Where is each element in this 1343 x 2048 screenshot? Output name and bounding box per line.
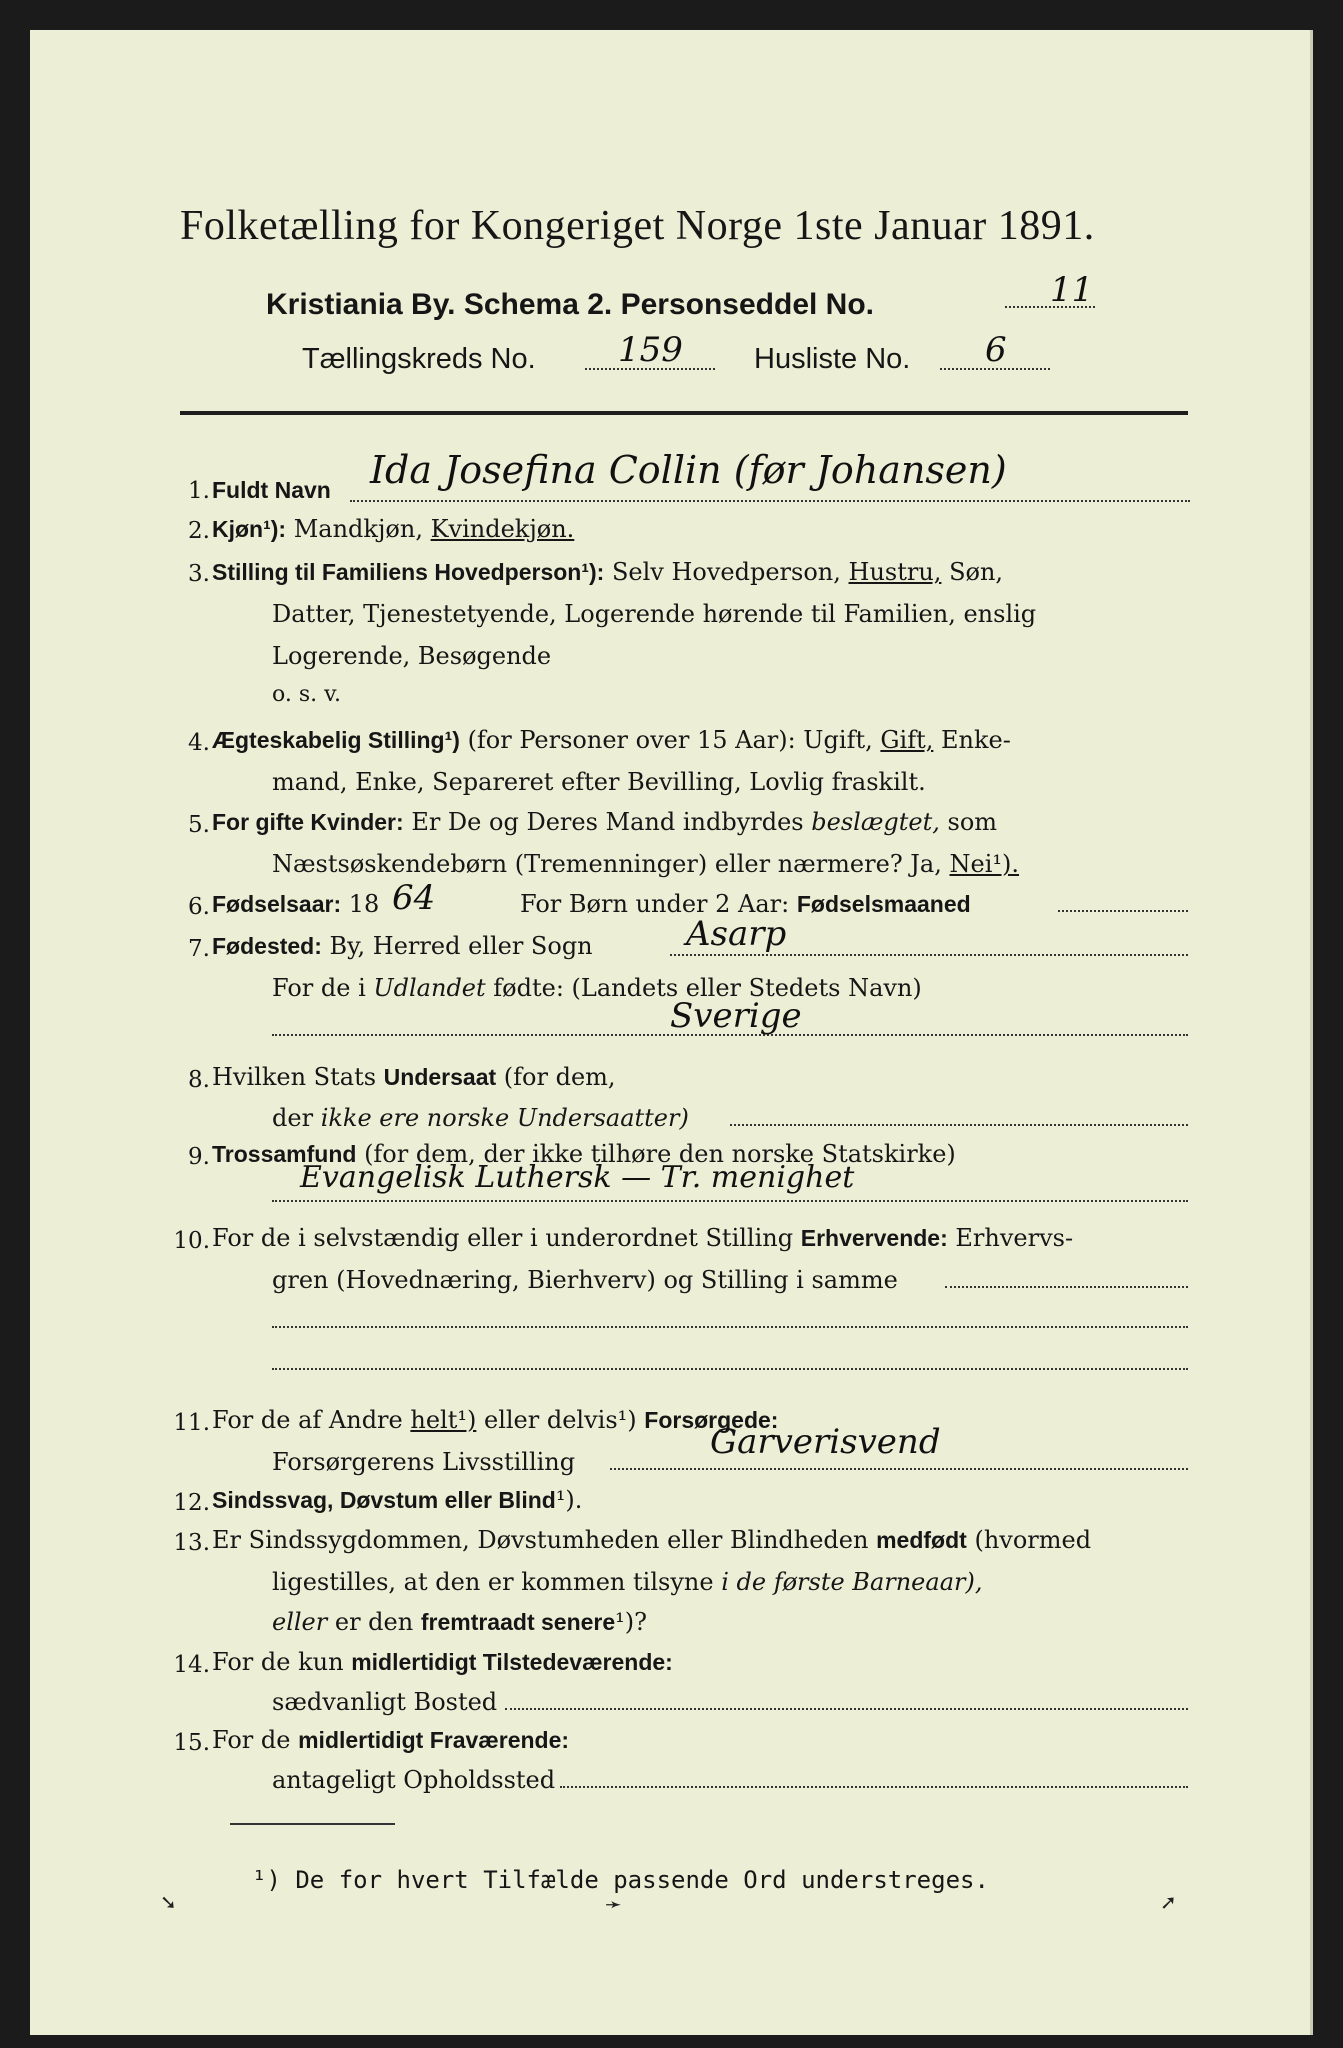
item-7-number: 7. xyxy=(188,936,210,962)
item-7-value: Asarp xyxy=(686,914,787,954)
item-7-line2 xyxy=(272,974,922,1002)
item-10-dots3 xyxy=(272,1368,1188,1370)
item-6-label: Fødselsaar: xyxy=(212,891,342,917)
item-7-label: Fødested: xyxy=(212,933,322,959)
item-4-text-a: (for Personer over 15 Aar): Ugift, xyxy=(467,726,873,754)
item-5-text-a: Er De og Deres Mand indbyrdes xyxy=(411,808,804,836)
item-4-line1 xyxy=(212,726,1011,754)
item-3-selected: Hustru, xyxy=(848,558,942,586)
item-13-line3-italic: eller xyxy=(272,1608,328,1636)
item-13-line3 xyxy=(272,1608,647,1636)
item-11-dots xyxy=(610,1468,1188,1470)
item-2-text: Mandkjøn, xyxy=(293,515,423,543)
item-4-selected: Gift, xyxy=(880,726,934,754)
item-5-text-b: som xyxy=(947,808,998,836)
item-12-label: Sindssvag, Døvstum eller Blind xyxy=(212,1487,556,1513)
item-6-value: 64 xyxy=(392,878,436,918)
item-10-number: 10. xyxy=(173,1228,210,1254)
item-13-label2: fremtraadt senere xyxy=(420,1609,616,1635)
item-2-number: 2. xyxy=(188,518,210,544)
item-14-line1 xyxy=(212,1648,673,1676)
item-7-italic: Udlandet xyxy=(373,974,486,1002)
header-rule xyxy=(180,411,1188,415)
item-8-dots xyxy=(730,1124,1188,1126)
item-13-line2-text: ligestilles, at den er kommen tilsyne xyxy=(272,1568,714,1596)
item-11-selected: helt¹) xyxy=(410,1406,477,1434)
item-3-text-b: Søn, xyxy=(949,558,1004,586)
item-15-text: For de xyxy=(212,1726,291,1754)
item-6-text: For Børn under 2 Aar: xyxy=(520,890,790,918)
item-14-text: For de kun xyxy=(212,1648,344,1676)
item-11-line2: Forsørgerens Livsstilling xyxy=(272,1448,576,1476)
item-3-label: Stilling til Familiens Hovedperson¹): xyxy=(212,559,605,585)
item-8-text-b: (for dem, xyxy=(503,1063,616,1091)
item-8-line2 xyxy=(272,1104,689,1132)
item-15-dots xyxy=(560,1786,1188,1788)
personseddel-line xyxy=(266,288,874,322)
item-13-line1 xyxy=(212,1526,1091,1554)
item-8-label: Undersaat xyxy=(383,1064,497,1090)
taellingskreds-number: 159 xyxy=(618,330,683,370)
item-11-label: Forsørgede: xyxy=(644,1407,779,1433)
item-13-line3-end: ¹)? xyxy=(615,1608,648,1636)
item-11-text-b: eller delvis¹) xyxy=(483,1406,637,1434)
item-12-text: ¹). xyxy=(555,1486,583,1514)
item-13-number: 13. xyxy=(173,1530,210,1556)
husliste-label: Husliste No. xyxy=(754,343,911,375)
item-11-number: 11. xyxy=(173,1410,210,1436)
item-6-label2: Fødselsmaaned xyxy=(796,891,971,917)
item-3-line1 xyxy=(212,558,1003,586)
bottom-left-mark: ➘ xyxy=(160,1892,177,1914)
item-3-line4: o. s. v. xyxy=(272,682,341,707)
item-11-text: For de af Andre xyxy=(212,1406,403,1434)
footnote-rule xyxy=(230,1823,395,1825)
item-10-dots xyxy=(945,1286,1188,1288)
item-1-number: 1. xyxy=(188,478,210,504)
item-14-dots xyxy=(505,1708,1188,1710)
item-5-line2-text: Næstsøskendebørn (Tremenninger) eller nærmere? Ja, xyxy=(272,850,942,878)
item-12-line xyxy=(212,1486,582,1514)
item-5-line2 xyxy=(272,850,1019,878)
item-15-line1 xyxy=(212,1726,569,1754)
item-3-text-a: Selv Hovedperson, xyxy=(611,558,841,586)
item-9-value: Evangelisk Luthersk — Tr. menighet xyxy=(300,1160,855,1195)
item-3-line3: Logerende, Besøgende xyxy=(272,642,552,670)
bottom-center-mark: ➛ xyxy=(605,1894,622,1916)
bottom-right-mark: ➚ xyxy=(1160,1892,1177,1914)
personseddel-number: 11 xyxy=(1050,270,1094,310)
item-11-value: Garverisvend xyxy=(710,1422,941,1462)
item-15-number: 15. xyxy=(173,1730,210,1756)
item-10-text-b: Erhvervs- xyxy=(955,1224,1074,1252)
item-8-line1 xyxy=(212,1063,616,1091)
item-2-label: Kjøn¹): xyxy=(212,516,287,542)
item-4-line2: mand, Enke, Separeret efter Bevilling, Lovlig fraskilt. xyxy=(272,768,926,796)
item-12-number: 12. xyxy=(173,1490,210,1516)
item-1-dots xyxy=(350,500,1190,502)
item-11-line1 xyxy=(212,1406,778,1434)
item-14-number: 14. xyxy=(173,1652,210,1678)
item-6-dots xyxy=(1058,910,1188,912)
item-5-number: 5. xyxy=(188,812,210,838)
item-7-text: By, Herred eller Sogn xyxy=(329,932,593,960)
item-2-line xyxy=(212,515,574,543)
item-8-italic: ikke ere norske Undersaatter) xyxy=(320,1104,689,1132)
personseddel-label: Kristiania By. Schema 2. Personseddel No. xyxy=(266,288,874,321)
item-10-line2: gren (Hovednæring, Bierhverv) og Stilling i samme xyxy=(272,1266,898,1294)
item-9-dots xyxy=(272,1200,1188,1202)
item-5-selected: Nei¹). xyxy=(949,850,1020,878)
item-7-line2-a: For de i xyxy=(272,974,366,1002)
item-15-label: midlertidigt Fraværende: xyxy=(298,1727,570,1753)
item-10-line1 xyxy=(212,1224,1073,1252)
item-13-label: medfødt xyxy=(876,1527,967,1553)
item-7-value2: Sverige xyxy=(670,996,802,1036)
taellingskreds-label: Tællingskreds No. xyxy=(302,343,536,375)
item-9-number: 9. xyxy=(188,1144,210,1170)
item-5-line1 xyxy=(212,808,997,836)
item-9-text: (for dem, der ikke tilhøre den norske Statskirke) xyxy=(364,1140,956,1168)
item-6-prefix: 18 xyxy=(348,890,380,918)
item-3-number: 3. xyxy=(188,561,210,587)
item-4-text-b: Enke- xyxy=(941,726,1011,754)
item-13-text-b: (hvormed xyxy=(974,1526,1092,1554)
item-7-line2-b: fødte: (Landets eller Stedets Navn) xyxy=(493,974,922,1002)
item-10-text: For de i selvstændig eller i underordnet Stilling xyxy=(212,1224,794,1252)
footnote: ¹) De for hvert Tilfælde passende Ord understreges. xyxy=(252,1866,989,1894)
item-5-italic: beslægtet, xyxy=(811,808,940,836)
item-8-text: Hvilken Stats xyxy=(212,1063,377,1091)
item-10-label: Erhvervende: xyxy=(800,1225,948,1251)
item-14-line2: sædvanligt Bosted xyxy=(272,1688,498,1716)
item-15-line2: antageligt Opholdssted xyxy=(272,1766,556,1794)
item-6-line xyxy=(212,890,379,918)
item-4-label: Ægteskabelig Stilling¹) xyxy=(212,727,460,753)
item-9-label: Trossamfund xyxy=(212,1141,357,1167)
item-13-line3-text: er den xyxy=(334,1608,414,1636)
item-5-label: For gifte Kvinder: xyxy=(212,809,404,835)
item-7-dots xyxy=(670,954,1188,956)
item-13-italic: i de første Barneaar), xyxy=(721,1568,983,1596)
item-6-number: 6. xyxy=(188,894,210,920)
census-form xyxy=(30,30,1313,2035)
form-title: Folketælling for Kongeriget Norge 1ste Januar 1891. xyxy=(180,203,1095,249)
item-4-number: 4. xyxy=(188,730,210,756)
item-13-text: Er Sindssygdommen, Døvstumheden eller Blindheden xyxy=(212,1526,869,1554)
item-3-line2: Datter, Tjenestetyende, Logerende hørende til Familien, enslig xyxy=(272,600,1037,628)
husliste-number: 6 xyxy=(985,330,1007,370)
item-10-dots2 xyxy=(272,1326,1188,1328)
item-2-selected: Kvindekjøn. xyxy=(430,515,575,543)
item-7-line1 xyxy=(212,932,593,960)
item-1-value: Ida Josefina Collin (før Johansen) xyxy=(370,448,1007,492)
item-8-number: 8. xyxy=(188,1067,210,1093)
item-13-line2 xyxy=(272,1568,982,1596)
item-1-label: Fuldt Navn xyxy=(212,477,331,503)
item-8-line2-text: der xyxy=(272,1104,314,1132)
item-14-label: midlertidigt Tilstedeværende: xyxy=(351,1649,673,1675)
